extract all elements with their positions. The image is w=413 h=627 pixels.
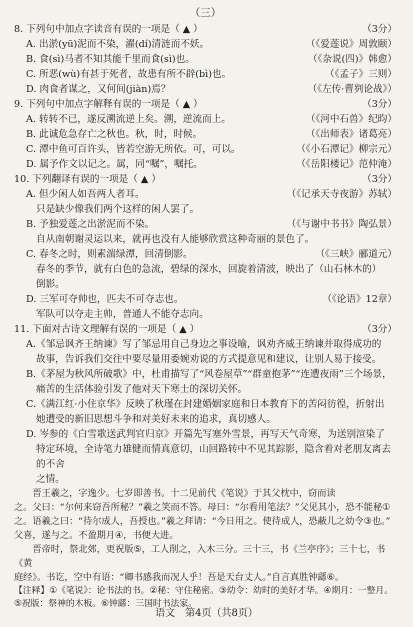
section-title: （三） bbox=[189, 7, 222, 19]
question-8-option-a[interactable]: A. 出淤(yū)泥而不染，濯(dí)清涟而不妖。 （《爱莲说》周敦颐） bbox=[26, 39, 397, 50]
question-9-option-c[interactable]: C. 潭中鱼可百许头，皆若空游无所依。可，可以。 （《小石潭记》柳宗元） bbox=[26, 144, 397, 155]
question-10-option-d-translation: 军队可以夺走主帅，普通人不能夺志向。 bbox=[36, 309, 209, 320]
question-10-option-c-translation-cont: 倒影。 bbox=[36, 279, 65, 290]
annotation-notes: 【注释】①《笔说》：论书法的书。②秘：守住秘密。③幼令：幼时的美好才华。④期月：一整月。⑤祝版：祭神的木板。⑥钟繇：三国时书法家。 bbox=[14, 586, 394, 609]
question-8-option-b[interactable]: B. 食(sì)马者不知其能千里而食(sì)也。 （《杂说(四)》韩愈） bbox=[26, 54, 397, 65]
question-10-option-a-translation: 只是缺少像我们两个这样的闲人罢了。 bbox=[36, 204, 200, 215]
question-9-stem: 9. 下列句中加点字解释有误的一项是（ ▲ ） （3分） bbox=[14, 99, 397, 110]
passage-line: 之。语羲之曰：“待尔成人，吾授也。”羲之拜请：“今日用之。使待成人，恐蔽儿之幼令③也。” bbox=[14, 516, 391, 527]
question-10-option-b[interactable]: B. 予独爱莲之出淤泥而不染。 （《与谢中书书》陶弘景） bbox=[26, 219, 397, 230]
question-9-option-a[interactable]: A. 转转不已，遂反溯流逆上矣。溯，逆流而上。 （《河中石兽》纪昀） bbox=[26, 114, 397, 125]
question-10-option-b-translation: 自从南朝谢灵运以来，就再也没有人能够欣赏这种奇丽的景色了。 bbox=[36, 234, 315, 245]
question-11-option-b[interactable]: B.《茅屋为秋风所破歌》中，杜甫描写了“风卷屋草”“群童抱茅”“连遭夜雨”三个场景， 痛苦的生活体验引发了他对天下寒士的深切关怀。 bbox=[26, 369, 392, 395]
question-11-option-d[interactable]: D. 岑参的《白雪歌送武判官归京》开篇先写塞外雪景，再写天气奇寒，为送别渲染了 特定环境，全诗笔力雄健而情真意切，山回路转中不见其踪影，隐含着对老朋友离去的不舍 之情。 bbox=[26, 429, 391, 485]
question-8-option-d[interactable]: D. 肉食者谋之，又何间(jiàn)焉？ （《左传·曹刿论战》） bbox=[26, 84, 397, 95]
question-10-option-c[interactable]: C. 春冬之时，则素湍绿潭，回清倒影。 （《三峡》郦道元） bbox=[26, 249, 397, 260]
question-10-option-c-translation: 春冬的季节，就有白色的急流，碧绿的深水，回旋着清波，映出了（山石林木的） bbox=[36, 264, 382, 275]
passage-line: 晋王羲之，字逸少。七岁即善书。十二见前代《笔说》于其父枕中，窃而读 bbox=[32, 488, 336, 499]
question-9-option-b[interactable]: B. 此诚危急存亡之秋也。秋，时，时候。 （《出师表》诸葛亮） bbox=[26, 129, 397, 140]
question-10-option-d[interactable]: D. 三军可夺帅也，匹夫不可夺志也。 （《论语》12章） bbox=[26, 294, 397, 305]
page-footer: 语文 第4页（共8页） bbox=[155, 608, 258, 619]
question-11-option-c[interactable]: C.《满江红·小住京华》反映了秋瑾在封建婚姻家庭和日本教育下的苦闷彷徨，折射出 她遭受的新旧思想斗争和对美好未来的追求，真切感人。 bbox=[26, 399, 385, 425]
question-8-option-c[interactable]: C. 所恶(wù)有甚于死者，故患有所不辟(bì)也。 （《孟子》三则） bbox=[26, 69, 397, 80]
question-10-option-a[interactable]: A. 但少闲人如吾两人者耳。 （《记承天寺夜游》苏轼） bbox=[26, 189, 397, 200]
passage-line: 父喜，遂与之。不盈期月④，书便大进。 bbox=[14, 530, 179, 541]
question-11-stem: 11. 下面对古诗文理解有误的一项是（ ▲ ） （3分） bbox=[14, 324, 397, 335]
question-8-stem: 8. 下列句中加点字读音有误的一项是（ ▲ ） （3分） bbox=[14, 24, 397, 35]
passage-line: 晋帝时，祭北郊，更祝版⑤，工人削之，入木三分。三十三，书《兰亭序》；三十七，书《黄 bbox=[14, 544, 386, 569]
question-10-stem: 10. 下列翻译有误的一项是（ ▲ ） （3分） bbox=[14, 174, 397, 185]
passage-line: 庭经》。书讫，空中有语：“卿书感我而况人乎！吾是天台丈人。”自言真胜钟繇⑥。 bbox=[14, 572, 345, 583]
question-9-option-d[interactable]: D. 属予作文以记之。属，同“嘱”，嘱托。 （《岳阳楼记》范仲淹） bbox=[26, 159, 397, 170]
passage-line: 之。父曰：“尔何来窃吾所秘？”羲之笑而不答。母曰：“尔看用笔法？”父见其小，恐不能秘① bbox=[14, 502, 391, 513]
reading-passage bbox=[14, 487, 397, 585]
question-11-option-a[interactable]: A.《邹忌讽齐王纳谏》写了邹忌用自己身边之事设喻，讽劝齐威王纳谏并取得成功的 故事，告诉我们交往中要尽量用委婉劝说的方式提意见和建议，让别人易于接受。 bbox=[26, 339, 382, 365]
